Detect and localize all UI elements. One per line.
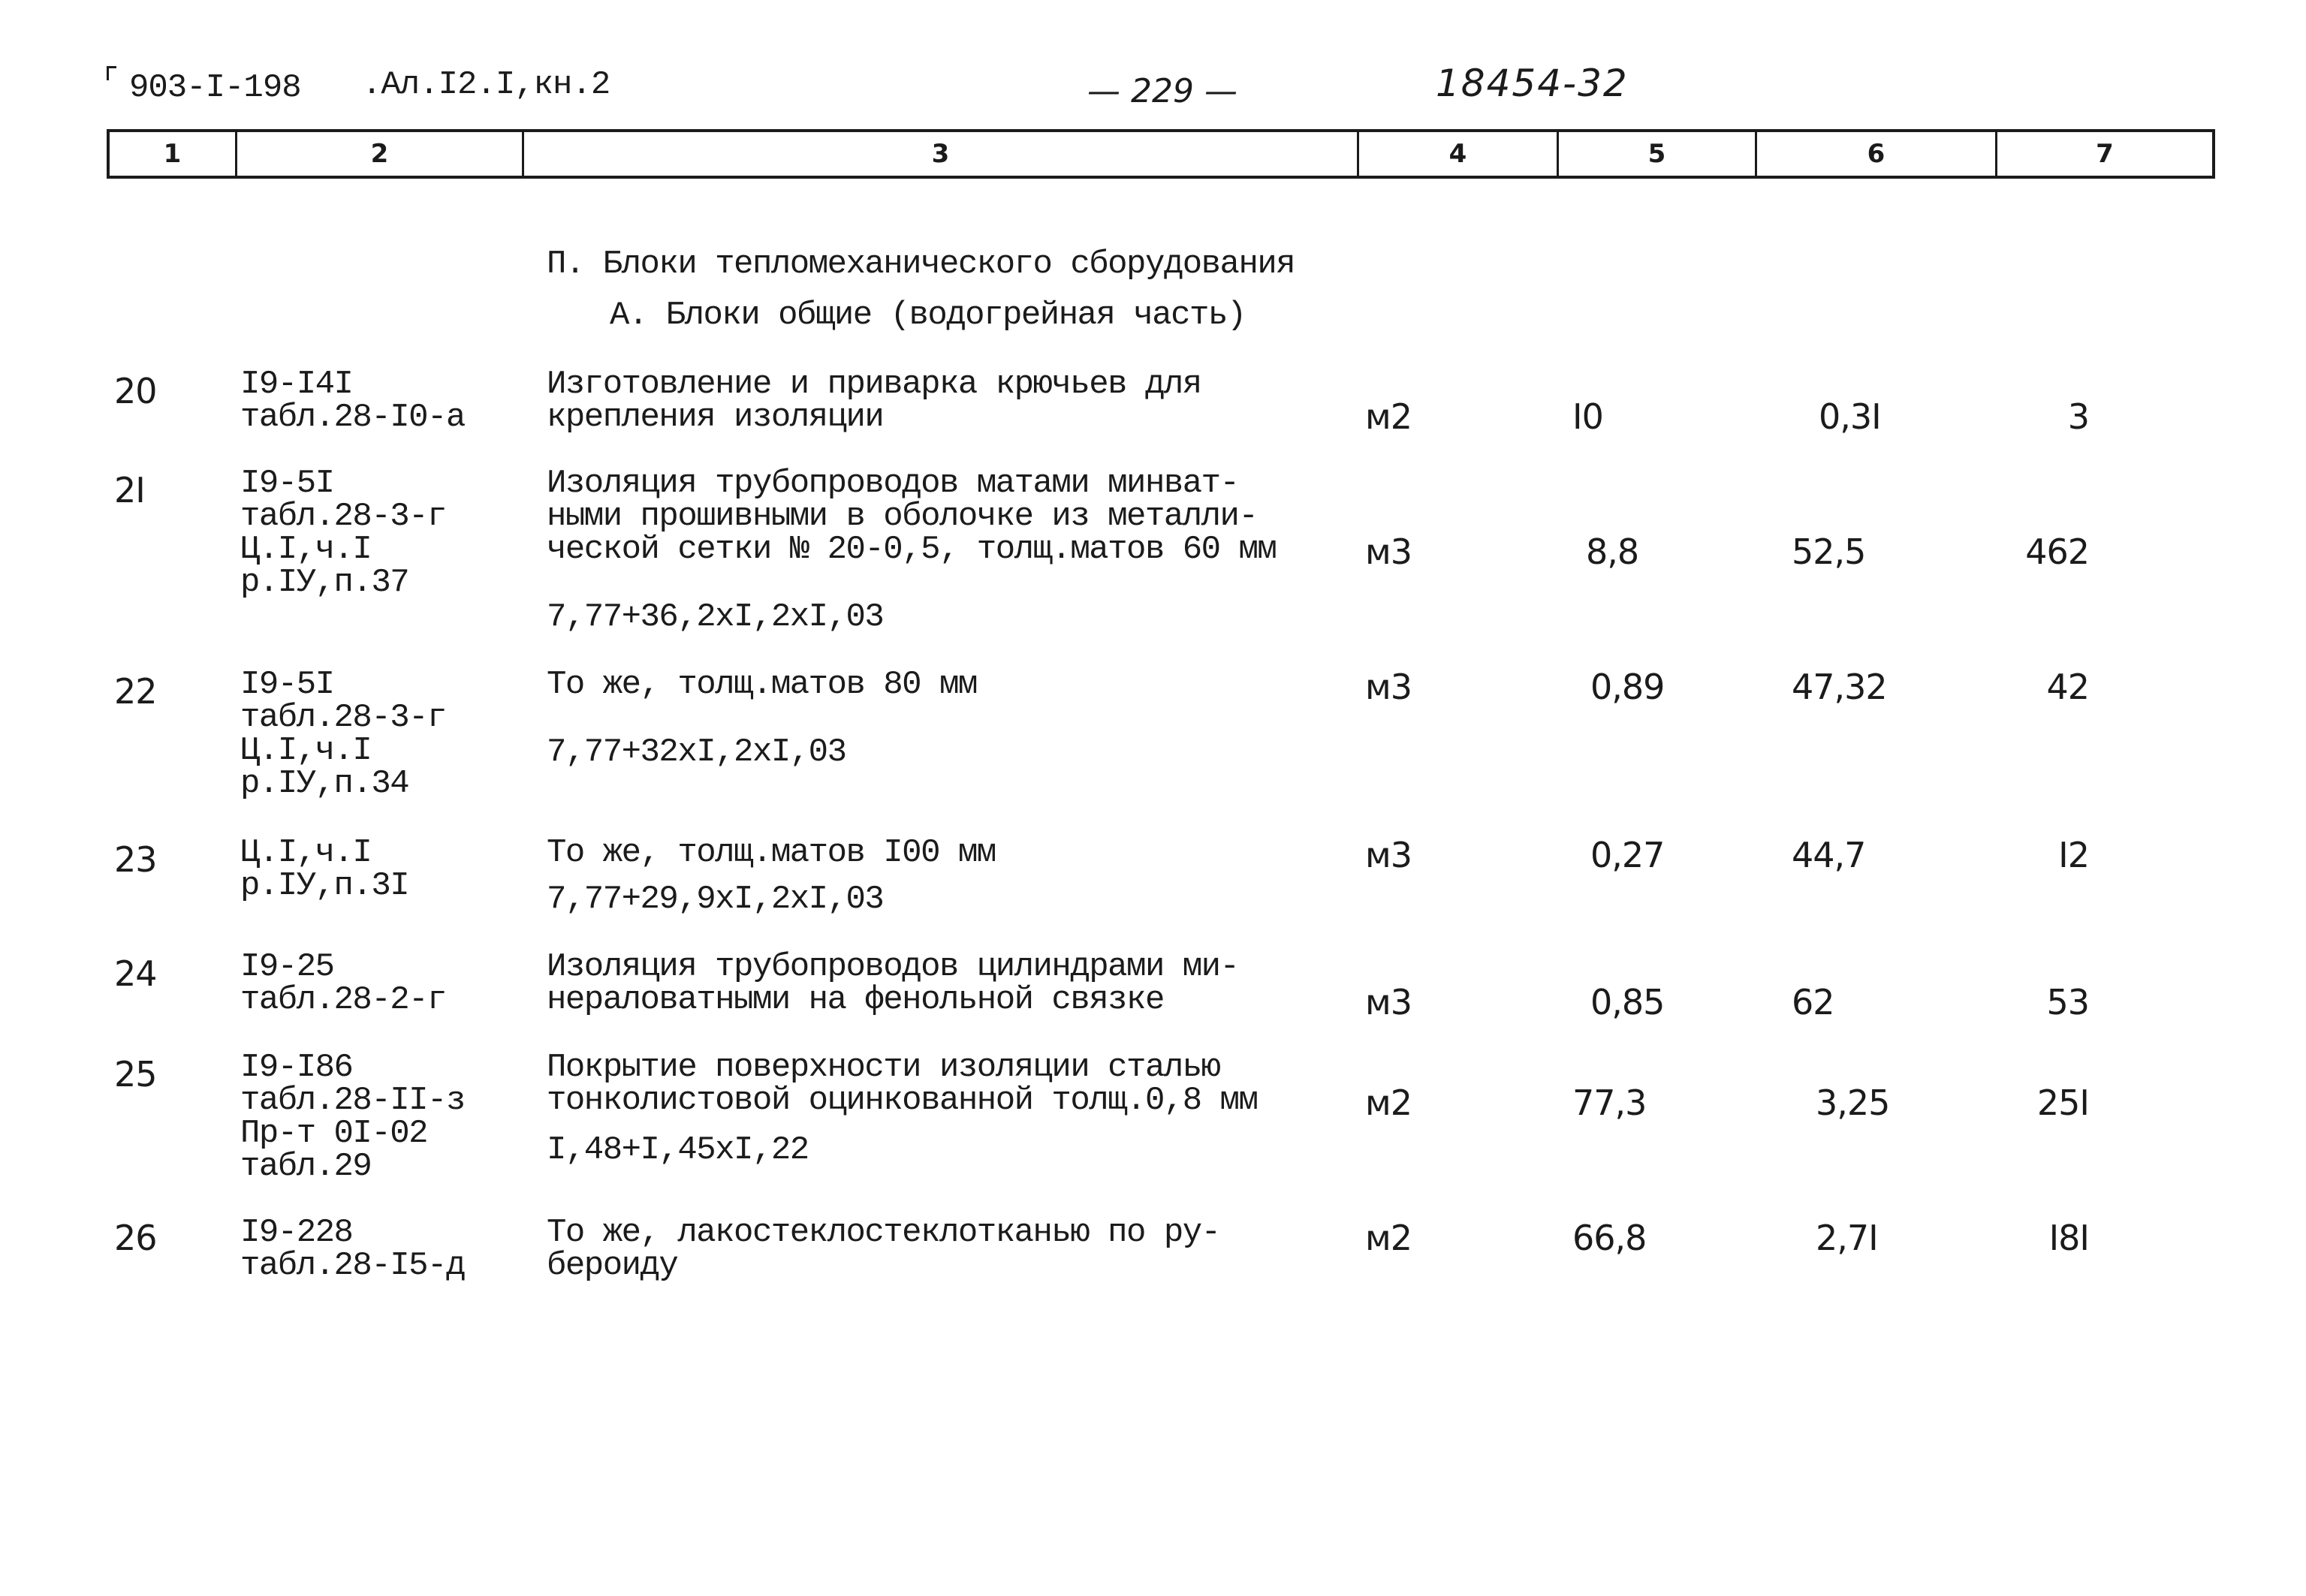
row-number: 20	[114, 371, 157, 411]
total: I8I	[2048, 1218, 2089, 1258]
calculation-formula: 7,77+36,2хI,2хI,03	[547, 598, 884, 636]
row-number: 26	[114, 1218, 157, 1258]
unit-price: 52,5	[1792, 531, 1866, 572]
work-description: То же, лакостеклостеклотканью по ру- бероиду	[547, 1214, 1220, 1284]
corner-mark	[107, 66, 116, 80]
norm-reference: I9-5I табл.28-3-г Ц.I,ч.I р.IУ,п.37	[240, 465, 446, 601]
unit-price: 44,7	[1792, 835, 1866, 875]
section-subtitle: А. Блоки общие (водогрейная часть)	[610, 297, 1246, 334]
norm-reference: I9-I4I табл.28-I0-а	[240, 366, 465, 436]
norm-reference: Ц.I,ч.I р.IУ,п.3I	[240, 834, 409, 905]
unit: м2	[1365, 1083, 1412, 1123]
page-number: — 229 —	[1087, 72, 1237, 110]
column-number-6: 6	[1757, 132, 1997, 176]
column-number-7: 7	[2096, 139, 2114, 169]
unit: м2	[1365, 396, 1412, 437]
total: 42	[2046, 667, 2089, 707]
quantity: I0	[1572, 396, 1603, 437]
total: 462	[2025, 531, 2089, 572]
column-number-row	[107, 129, 2215, 179]
quantity: 0,89	[1590, 667, 1665, 707]
quantity: 0,27	[1590, 835, 1665, 875]
row-number: 23	[114, 839, 157, 880]
row-number: 22	[114, 671, 157, 712]
norm-reference: I9-228 табл.28-I5-д	[240, 1214, 465, 1284]
work-description: То же, толщ.матов 80 мм	[547, 666, 977, 703]
unit-price: 47,32	[1792, 667, 1887, 707]
unit: м3	[1365, 531, 1412, 572]
row-number: 2I	[114, 470, 145, 510]
work-description: Изоляция трубопроводов матами минват- ными прошивными в оболочке из металли- ческой сетки № 20-0,5, толщ.матов 60 мм	[547, 465, 1277, 568]
column-number-1: 1	[110, 132, 237, 176]
quantity: 66,8	[1572, 1218, 1647, 1258]
unit: м3	[1365, 982, 1412, 1022]
unit: м2	[1365, 1218, 1412, 1258]
row-number: 25	[114, 1054, 157, 1095]
work-description: То же, толщ.матов I00 мм	[547, 834, 996, 872]
total: 3	[2067, 396, 2089, 437]
calculation-formula: I,48+I,45хI,22	[547, 1131, 809, 1169]
album-reference: .Ал.I2.I,кн.2	[362, 66, 610, 104]
section-title: П. Блоки тепломеханического сборудования	[547, 245, 1295, 283]
total: 25I	[2036, 1083, 2089, 1123]
quantity: 8,8	[1586, 531, 1639, 572]
handwritten-number: 18454-32	[1436, 62, 1629, 105]
unit-price: 0,3I	[1819, 396, 1881, 437]
unit: м3	[1365, 835, 1412, 875]
total: 53	[2046, 982, 2089, 1022]
work-description: Изоляция трубопроводов цилиндрами ми- нераловатными на фенольной связке	[547, 948, 1239, 1019]
work-description: Покрытие поверхности изоляции сталью тонколистовой оцинкованной толщ.0,8 мм	[547, 1049, 1258, 1119]
doc-code: 903-I-198	[129, 69, 301, 107]
norm-reference: I9-25 табл.28-2-г	[240, 948, 446, 1019]
unit-price: 62	[1792, 982, 1834, 1022]
work-description: Изготовление и приварка крючьев для крепления изоляции	[547, 366, 1201, 436]
quantity: 0,85	[1590, 982, 1665, 1022]
calculation-formula: 7,77+32хI,2хI,03	[547, 733, 846, 771]
norm-reference: I9-5I табл.28-3-г Ц.I,ч.I р.IУ,п.34	[240, 666, 446, 803]
column-number-4: 4	[1359, 132, 1559, 176]
row-number: 24	[114, 953, 157, 994]
column-number-3: 3	[524, 132, 1359, 176]
norm-reference: I9-I86 табл.28-II-з Пр-т 0I-02 табл.29	[240, 1049, 465, 1185]
unit-price: 3,25	[1816, 1083, 1890, 1123]
column-number-2: 2	[237, 132, 524, 176]
column-number-5: 5	[1559, 132, 1757, 176]
total: I2	[2058, 835, 2089, 875]
unit-price: 2,7I	[1816, 1218, 1878, 1258]
unit: м3	[1365, 667, 1412, 707]
calculation-formula: 7,77+29,9хI,2хI,03	[547, 881, 884, 918]
quantity: 77,3	[1572, 1083, 1647, 1123]
